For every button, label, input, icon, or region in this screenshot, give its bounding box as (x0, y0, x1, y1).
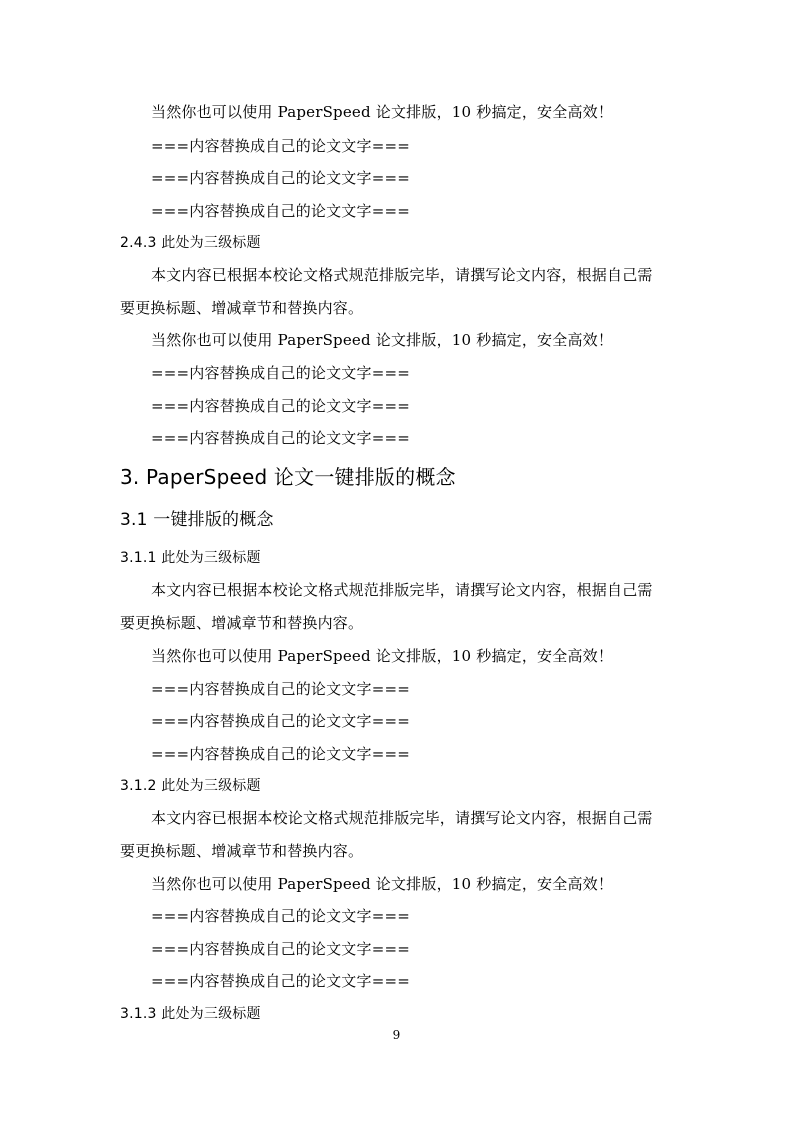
paragraph-line: 当然你也可以使用 PaperSpeed 论文排版，10 秒搞定，安全高效！ (151, 647, 614, 665)
paragraph-line: ===内容替换成自己的论文文字=== (151, 202, 411, 220)
section-heading-3-1: 3.1 一键排版的概念 (120, 510, 274, 530)
paragraph-line: 要更换标题、增减章节和替换内容。 (120, 614, 364, 632)
paragraph-line: ===内容替换成自己的论文文字=== (151, 940, 411, 958)
paragraph-line: ===内容替换成自己的论文文字=== (151, 907, 411, 925)
section-heading-2-4-3: 2.4.3 此处为三级标题 (120, 235, 261, 251)
section-heading-3-1-2: 3.1.2 此处为三级标题 (120, 778, 261, 794)
paragraph-line: 当然你也可以使用 PaperSpeed 论文排版，10 秒搞定，安全高效！ (151, 331, 614, 349)
paragraph-line: ===内容替换成自己的论文文字=== (151, 169, 411, 187)
section-heading-3-1-1: 3.1.1 此处为三级标题 (120, 550, 261, 566)
paragraph-line: 本文内容已根据本校论文格式规范排版完毕，请撰写论文内容，根据自己需 (151, 809, 653, 827)
paragraph-line: ===内容替换成自己的论文文字=== (151, 397, 411, 415)
paragraph-line: 本文内容已根据本校论文格式规范排版完毕，请撰写论文内容，根据自己需 (151, 266, 653, 284)
paragraph-line: ===内容替换成自己的论文文字=== (151, 972, 411, 990)
paragraph-line: 本文内容已根据本校论文格式规范排版完毕，请撰写论文内容，根据自己需 (151, 581, 653, 599)
paragraph-line: ===内容替换成自己的论文文字=== (151, 745, 411, 763)
section-heading-3-1-3: 3.1.3 此处为三级标题 (120, 1006, 261, 1022)
paragraph-line: ===内容替换成自己的论文文字=== (151, 712, 411, 730)
paragraph-line: 要更换标题、增减章节和替换内容。 (120, 842, 364, 860)
paragraph-line: 当然你也可以使用 PaperSpeed 论文排版，10 秒搞定，安全高效！ (151, 875, 614, 893)
paragraph-line: ===内容替换成自己的论文文字=== (151, 364, 411, 382)
paragraph-line: ===内容替换成自己的论文文字=== (151, 137, 411, 155)
paragraph-line: ===内容替换成自己的论文文字=== (151, 429, 411, 447)
paragraph-line: 要更换标题、增减章节和替换内容。 (120, 299, 364, 317)
paragraph-line: ===内容替换成自己的论文文字=== (151, 680, 411, 698)
paragraph-line: 当然你也可以使用 PaperSpeed 论文排版，10 秒搞定，安全高效！ (151, 103, 614, 121)
chapter-heading-3: 3. PaperSpeed 论文一键排版的概念 (120, 465, 456, 489)
page-number: 9 (392, 1028, 401, 1042)
